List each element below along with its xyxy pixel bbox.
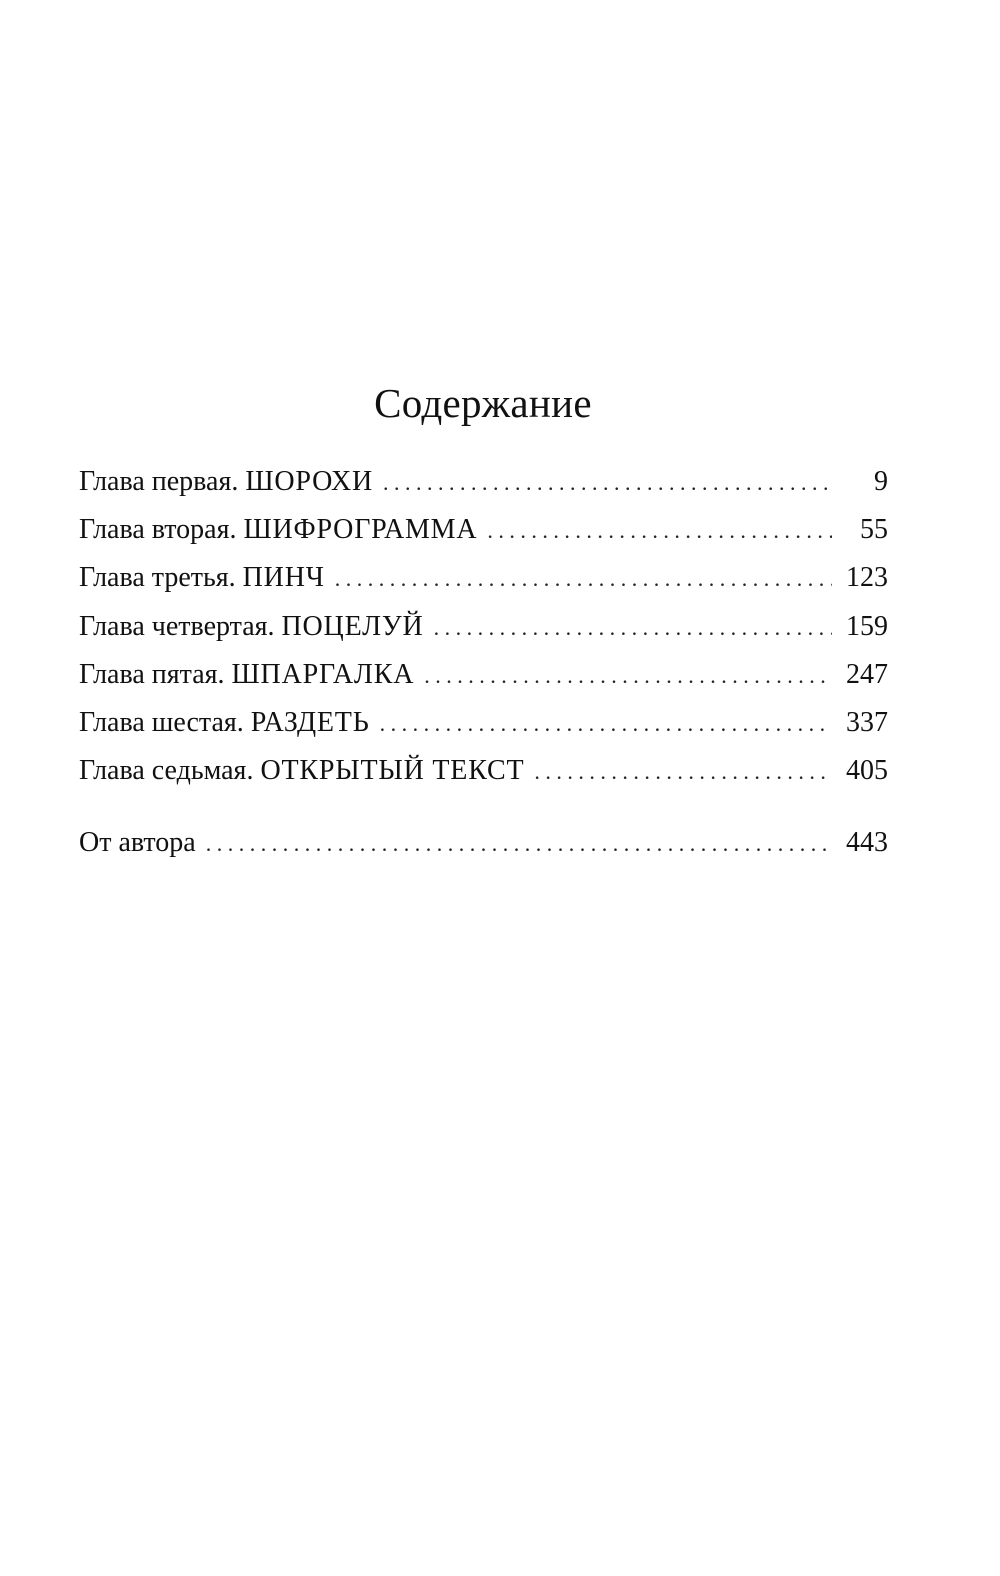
chapter-name: ОТКРЫТЫЙ ТЕКСТ [260,755,525,787]
dot-leader [434,608,832,648]
toc-entry-label [79,607,424,647]
toc-entry-label [79,751,524,791]
dot-leader [424,656,832,696]
dot-leader [383,463,832,503]
chapter-prefix: Глава седьмая. [79,755,254,787]
toc-entry-afterword[interactable] [79,823,888,871]
toc-entry-label [79,510,477,550]
page-number: 159 [846,610,888,642]
afterword-label: От автора [79,827,196,859]
chapter-prefix: Глава третья. [79,562,236,594]
toc-entry-label [79,703,370,743]
table-of-contents [79,462,888,872]
page-number: 123 [846,562,888,594]
chapter-name: ШПАРГАЛКА [231,658,415,690]
chapter-prefix: Глава вторая. [79,514,237,546]
toc-entry-chapter-7[interactable] [79,751,888,799]
chapter-prefix: Глава первая. [79,466,239,497]
page-number: 9 [874,466,888,497]
chapter-name: РАЗДЕТЬ [250,706,370,738]
chapter-name: ПИНЧ [242,562,325,594]
dot-leader [206,824,832,864]
chapter-name: ШОРОХИ [245,466,373,497]
chapter-prefix: Глава четвертая. [79,610,275,642]
toc-entry-chapter-5[interactable] [79,655,888,703]
toc-entry-chapter-6[interactable] [79,703,888,751]
toc-entry-label [79,655,414,695]
page-number: 405 [846,755,888,787]
dot-leader [487,511,832,551]
chapter-name: ШИФРОГРАММА [243,514,478,546]
chapter-name: ПОЦЕЛУЙ [281,610,424,642]
contents-title: Содержание [374,380,592,426]
page-number: 247 [846,658,888,690]
toc-entry-label [79,558,325,598]
page-number: 55 [860,514,888,546]
dot-leader [534,752,832,792]
dot-leader [335,559,832,599]
toc-entry-chapter-2[interactable] [79,510,888,558]
dot-leader [380,704,832,744]
toc-entry-chapter-4[interactable] [79,607,888,655]
page-number: 443 [846,827,888,859]
toc-entry-chapter-3[interactable] [79,558,888,606]
page-number: 337 [846,706,888,738]
chapter-prefix: Глава шестая. [79,706,244,738]
chapter-prefix: Глава пятая. [79,658,225,690]
toc-entry-label [79,462,373,502]
toc-entry-chapter-1[interactable] [79,462,888,510]
